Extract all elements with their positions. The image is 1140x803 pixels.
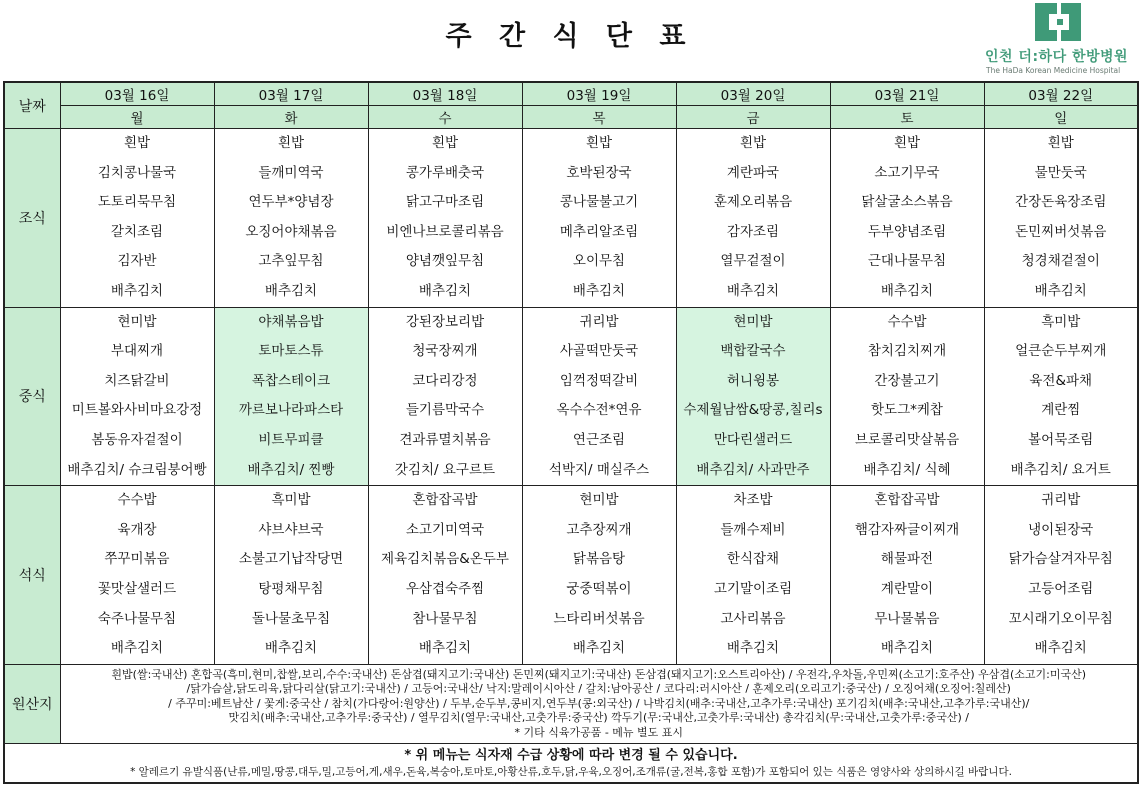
menu-item: 석박지/ 매실주스	[548, 461, 650, 478]
menu-item: 배추김치	[418, 640, 472, 657]
menu-item: 견과류멸치볶음	[399, 431, 491, 448]
menu-item: 탕평채무침	[258, 580, 324, 597]
day-date: 03월 19일	[522, 82, 676, 106]
breakfast-cell	[368, 129, 522, 308]
dinner-cell	[522, 486, 676, 665]
menu-item: 수수밥	[117, 492, 157, 509]
menu-item: 육개장	[117, 521, 157, 538]
menu-item: 청국장찌개	[412, 343, 478, 360]
menu-item: 참나물무침	[412, 610, 478, 627]
menu-item: 메추리알조림	[559, 223, 639, 240]
breakfast-cell	[214, 129, 368, 308]
menu-item: 강된장보리밥	[405, 313, 485, 330]
menu-item: 귀리밥	[1041, 492, 1081, 509]
menu-item: 연두부*양념장	[248, 194, 334, 211]
menu-item: 배추김치	[110, 282, 164, 299]
origin-line: /닭가슴살,닭도리육,닭다리살(닭고기:국내산) / 고등어:국내산/ 낙지:말레이시아산 / 갈치:남아공산 / 코다리:러시아산 / 훈제오리(오리고기:중국산) / 오징어채(오징어:칠레산)	[186, 682, 1011, 696]
menu-item: 들깨미역국	[258, 164, 324, 181]
day-date: 03월 22일	[984, 82, 1138, 106]
menu-item: 고추장찌개	[566, 521, 632, 538]
menu-item: 감자조림	[726, 223, 780, 240]
menu-item: 혼합잡곡밥	[874, 492, 940, 509]
menu-item: 흰밥	[893, 135, 921, 151]
day-date: 03월 18일	[368, 82, 522, 106]
allergy-notice: * 알레르기 유발식품(난류,메밀,땅콩,대두,밀,고등어,게,새우,돈육,복숭아,토마토,아황산류,호두,닭,우육,오징어,조개류(굴,전복,홍합 포함)가 포함되어 있는 식품은 영양사와 상의하시길 바랍니다.	[130, 765, 1012, 778]
menu-item: 치즈닭갈비	[104, 372, 170, 389]
menu-item: 야채볶음밥	[258, 313, 324, 330]
notice-main: * 위 메뉴는 식자재 수급 상황에 따라 변경 될 수 있습니다.	[404, 747, 738, 763]
breakfast-cell	[984, 129, 1138, 308]
menu-item: 사골떡만둣국	[559, 343, 639, 360]
dinner-cell	[214, 486, 368, 665]
origin-label: 원산지	[4, 664, 60, 743]
lunch-cell	[60, 307, 214, 486]
menu-item: 배추김치	[264, 282, 318, 299]
lunch-label: 중식	[4, 307, 60, 486]
dinner-cell	[676, 486, 830, 665]
day-weekday: 일	[984, 106, 1138, 129]
menu-item: 육전&파채	[1029, 372, 1093, 389]
day-weekday: 화	[214, 106, 368, 129]
date-label: 날짜	[4, 82, 60, 129]
menu-item: 햄감자짜글이찌개	[854, 521, 960, 538]
menu-item: 닭가슴살겨자무침	[1008, 551, 1113, 568]
menu-item: 양념깻잎무침	[405, 253, 485, 270]
menu-item: 옥수수전*연유	[556, 402, 642, 419]
breakfast-label: 조식	[4, 129, 60, 308]
menu-item: 열무겉절이	[720, 253, 786, 270]
menu-item: 혼합잡곡밥	[412, 492, 478, 509]
breakfast-row	[4, 129, 1138, 308]
menu-item: 한식잡채	[726, 551, 780, 568]
logo-subtitle: The HaDa Korean Medicine Hospital	[986, 66, 1121, 75]
page-title: 주 간 식 단 표	[445, 21, 695, 52]
menu-item: 갈치조림	[110, 223, 164, 240]
day-weekday: 금	[676, 106, 830, 129]
menu-item: 소고기무국	[874, 164, 940, 181]
menu-item: 배추김치	[1034, 640, 1087, 657]
lunch-cell	[214, 307, 368, 486]
menu-item: 만다린샐러드	[713, 431, 793, 448]
menu-item: 꽃맛살샐러드	[97, 580, 177, 597]
menu-item: 배추김치/ 슈크림붕어빵	[67, 461, 207, 478]
menu-item: 궁중떡볶이	[566, 580, 632, 597]
menu-item: 물만둣국	[1034, 164, 1087, 181]
dinner-row	[4, 486, 1138, 665]
menu-item: 백합칼국수	[720, 343, 786, 360]
menu-item: 브로콜리맛살볶음	[854, 431, 960, 448]
menu-item: 허니윙봉	[726, 372, 780, 389]
hospital-logo	[985, 2, 1135, 80]
menu-item: 김치콩나물국	[97, 164, 177, 181]
menu-item: 도토리묵무침	[97, 194, 177, 211]
breakfast-cell	[522, 129, 676, 308]
menu-item: 현미밥	[117, 313, 157, 330]
menu-item: 배추김치/ 찐빵	[247, 461, 335, 478]
menu-item: 쭈꾸미볶음	[104, 551, 170, 568]
menu-item: 청경채겉절이	[1021, 253, 1100, 270]
menu-item: 고등어조림	[1028, 580, 1094, 597]
breakfast-cell	[676, 129, 830, 308]
menu-item: 배추김치	[264, 640, 318, 657]
menu-item: 참치김치찌개	[867, 343, 947, 360]
origin-line: 맛김치(배추:국내산,고추가루:중국산) / 열무김치(열무:국내산,고춧가루:중국산) 깍두기(무:국내산,고춧가루:국내산) 총각김치(무:국내산,고춧가루:중국산) /	[228, 711, 969, 725]
menu-item: 흰밥	[123, 135, 151, 151]
menu-item: 토마토스튜	[258, 343, 324, 360]
menu-item: 비트무피클	[258, 431, 324, 448]
menu-item: 부대찌개	[110, 343, 164, 360]
menu-item: 배추김치	[1034, 282, 1087, 299]
menu-item: 느타리버섯볶음	[553, 610, 645, 627]
menu-item: 해물파전	[880, 551, 934, 568]
menu-item: 배추김치/ 요거트	[1010, 461, 1111, 478]
lunch-cell	[984, 307, 1138, 486]
menu-item: 무나물볶음	[874, 610, 940, 627]
origin-line: * 기타 식육가공품 - 메뉴 별도 표시	[514, 726, 684, 740]
menu-item: 우삼겹숙주찜	[405, 580, 485, 597]
lunch-cell	[522, 307, 676, 486]
date-row	[4, 82, 1138, 106]
menu-item: 현미밥	[733, 313, 773, 330]
day-weekday: 목	[522, 106, 676, 129]
breakfast-cell	[830, 129, 984, 308]
menu-item: 닭살굴소스볶음	[861, 194, 953, 211]
menu-item: 근대나물무침	[867, 253, 947, 270]
menu-item: 배추김치/ 식혜	[863, 461, 951, 478]
menu-item: 현미밥	[579, 492, 619, 509]
menu-item: 차조밥	[733, 492, 773, 509]
menu-item: 샤브샤브국	[258, 521, 324, 538]
lunch-cell	[830, 307, 984, 486]
menu-item: 배추김치	[572, 282, 626, 299]
menu-item: 수제월남쌈&땅콩,칠리s	[683, 402, 823, 419]
menu-item: 콩가루배춧국	[405, 164, 485, 181]
notice-row	[4, 743, 1138, 783]
menu-item: 흰밥	[277, 135, 305, 151]
menu-item: 들기름막국수	[405, 402, 485, 419]
menu-item: 봄동유자겉절이	[91, 431, 183, 448]
origin-line: 흰밥(쌀:국내산) 혼합곡(흑미,현미,찹쌀,보리,수수:국내산) 돈삼겹(돼지고기:국내산) 돈민찌(돼지고기:국내산) 돈삼겹(돼지고기:오스트리아산) / 우전각,우차돌,우민찌(소고기:호주산) 우삼겹(소고기:미국산)	[111, 667, 1087, 681]
menu-item: 비엔나브로콜리볶음	[386, 223, 504, 240]
dinner-cell	[984, 486, 1138, 665]
lunch-cell	[368, 307, 522, 486]
menu-item: 고기말이조림	[713, 580, 793, 597]
menu-item: 흑미밥	[1041, 313, 1081, 330]
menu-item: 소고기미역국	[405, 521, 485, 538]
menu-item: 꼬시래기오이무침	[1008, 610, 1113, 627]
menu-item: 흑미밥	[271, 492, 311, 509]
dinner-label: 석식	[4, 486, 60, 665]
menu-item: 배추김치	[418, 282, 472, 299]
menu-item: 흰밥	[739, 135, 767, 151]
menu-item: 들깨수제비	[720, 521, 786, 538]
origin-row	[4, 664, 1138, 743]
menu-item: 호박된장국	[566, 164, 632, 181]
menu-item: 흰밥	[431, 135, 459, 151]
dinner-cell	[368, 486, 522, 665]
menu-item: 오이무침	[572, 253, 626, 270]
menu-item: 배추김치	[880, 640, 934, 657]
menu-item: 소불고기납작당면	[238, 551, 344, 568]
menu-item: 귀리밥	[579, 313, 619, 330]
menu-item: 돈민찌버섯볶음	[1015, 223, 1107, 240]
lunch-row	[4, 307, 1138, 486]
menu-item: 배추김치	[880, 282, 934, 299]
day-weekday: 수	[368, 106, 522, 129]
day-date: 03월 16일	[60, 82, 214, 106]
menu-item: 간장불고기	[874, 372, 940, 389]
menu-item: 계란파국	[726, 164, 780, 181]
menu-item: 폭찹스테이크	[251, 372, 331, 389]
menu-item: 수수밥	[887, 313, 927, 330]
menu-item: 냉이된장국	[1028, 521, 1094, 538]
menu-item: 흰밥	[585, 135, 613, 151]
weekly-menu-table	[3, 81, 1139, 784]
menu-item: 닭고구마조림	[405, 194, 485, 211]
menu-item: 코다리강정	[412, 372, 478, 389]
notice	[4, 743, 1138, 783]
day-date: 03월 17일	[214, 82, 368, 106]
menu-item: 간장돈육장조림	[1015, 194, 1107, 211]
menu-item: 훈제오리볶음	[713, 194, 793, 211]
menu-item: 배추김치	[726, 640, 780, 657]
menu-item: 돌나물초무침	[251, 610, 331, 627]
menu-item: 얼큰순두부찌개	[1015, 343, 1107, 360]
day-date: 03월 21일	[830, 82, 984, 106]
menu-item: 볼어묵조림	[1028, 431, 1094, 448]
menu-item: 오징어야채볶음	[245, 223, 337, 240]
menu-item: 흰밥	[1047, 135, 1074, 151]
logo-name: 인천 더:하다 한방병원	[985, 49, 1129, 65]
menu-item: 핫도그*케찹	[871, 402, 943, 419]
menu-item: 두부양념조림	[867, 223, 947, 240]
dinner-cell	[830, 486, 984, 665]
menu-item: 미트볼와사비마요강정	[71, 402, 203, 419]
day-date: 03월 20일	[676, 82, 830, 106]
breakfast-cell	[60, 129, 214, 308]
menu-item: 콩나물불고기	[559, 194, 639, 211]
dinner-cell	[60, 486, 214, 665]
menu-item: 김자반	[117, 253, 157, 270]
menu-item: 연근조림	[572, 431, 626, 448]
menu-item: 배추김치	[572, 640, 626, 657]
menu-item: 고추잎무침	[258, 253, 324, 270]
lunch-cell	[676, 307, 830, 486]
menu-item: 제육김치볶음&온두부	[381, 551, 509, 568]
day-weekday: 토	[830, 106, 984, 129]
menu-item: 계란찜	[1041, 402, 1081, 419]
day-weekday: 월	[60, 106, 214, 129]
menu-item: 갓김치/ 요구르트	[394, 461, 496, 478]
menu-item: 숙주나물무침	[97, 610, 177, 627]
menu-item: 배추김치	[726, 282, 780, 299]
origin-line: / 주꾸미:베트남산 / 꽃게:중국산 / 참치(가다랑어:원양산) / 두부,순두부,콩비지,연두부(콩:외국산) / 나박김치(배추:국내산,고추가루:국내산) 포기김치(배추:국내산,고추가루:국내산)/	[168, 696, 1030, 710]
menu-item: 까르보나라파스타	[238, 402, 344, 419]
origin-info	[60, 664, 1138, 743]
menu-item: 고사리볶음	[720, 610, 786, 627]
logo-mark-icon	[1035, 3, 1081, 41]
weekday-row	[4, 106, 1138, 129]
menu-item: 임꺽정떡갈비	[559, 372, 639, 389]
menu-item: 닭볶음탕	[572, 551, 626, 568]
menu-item: 배추김치	[110, 640, 164, 657]
menu-item: 계란말이	[880, 580, 934, 597]
menu-item: 배추김치/ 사과만주	[696, 461, 810, 478]
